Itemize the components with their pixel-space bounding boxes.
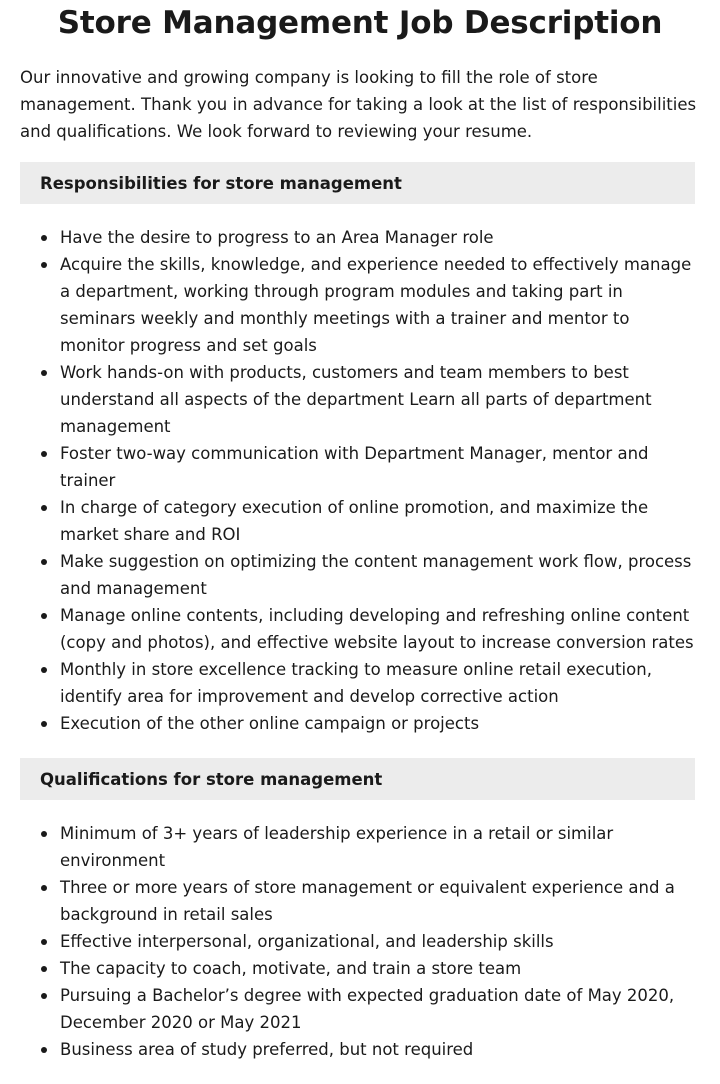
list-item: The capacity to coach, motivate, and train a store team (60, 955, 695, 982)
list-item: Minimum of 3+ years of leadership experience in a retail or similar environment (60, 820, 695, 874)
list-item: Make suggestion on optimizing the content management work flow, process and management (60, 548, 695, 602)
intro-paragraph: Our innovative and growing company is looking to fill the role of store management. Thank you in advance for taking a look at the list of responsibilities and qualifications. We look forward to reviewing your resume. (20, 68, 697, 141)
responsibilities-list (20, 224, 695, 737)
list-item: Manage online contents, including developing and refreshing online content (copy and photos), and effective website layout to increase conversion rates (60, 602, 695, 656)
list-item: Monthly in store excellence tracking to measure online retail execution, identify area for improvement and develop corrective action (60, 656, 695, 710)
list-item: Foster two-way communication with Department Manager, mentor and trainer (60, 440, 695, 494)
qualifications-list (20, 820, 695, 1063)
list-item: Three or more years of store management or equivalent experience and a background in retail sales (60, 874, 695, 928)
responsibilities-heading: Responsibilities for store management (20, 162, 695, 204)
list-item: Effective interpersonal, organizational, and leadership skills (60, 928, 695, 955)
list-item: Acquire the skills, knowledge, and experience needed to effectively manage a department, working through program modules and taking part in seminars weekly and monthly meetings with a trainer and mentor to monitor progress and set goals (60, 251, 695, 359)
list-item: In charge of category execution of online promotion, and maximize the market share and ROI (60, 494, 695, 548)
list-item: Execution of the other online campaign or projects (60, 710, 695, 737)
list-item: Pursuing a Bachelor’s degree with expected graduation date of May 2020, December 2020 or May 2021 (60, 982, 695, 1036)
list-item: Business area of study preferred, but not required (60, 1036, 695, 1063)
qualifications-heading: Qualifications for store management (20, 758, 695, 800)
page-title: Store Management Job Description (57, 5, 663, 41)
list-item: Have the desire to progress to an Area Manager role (60, 224, 695, 251)
list-item: Work hands-on with products, customers and team members to best understand all aspects of the department Learn all parts of department management (60, 359, 695, 440)
